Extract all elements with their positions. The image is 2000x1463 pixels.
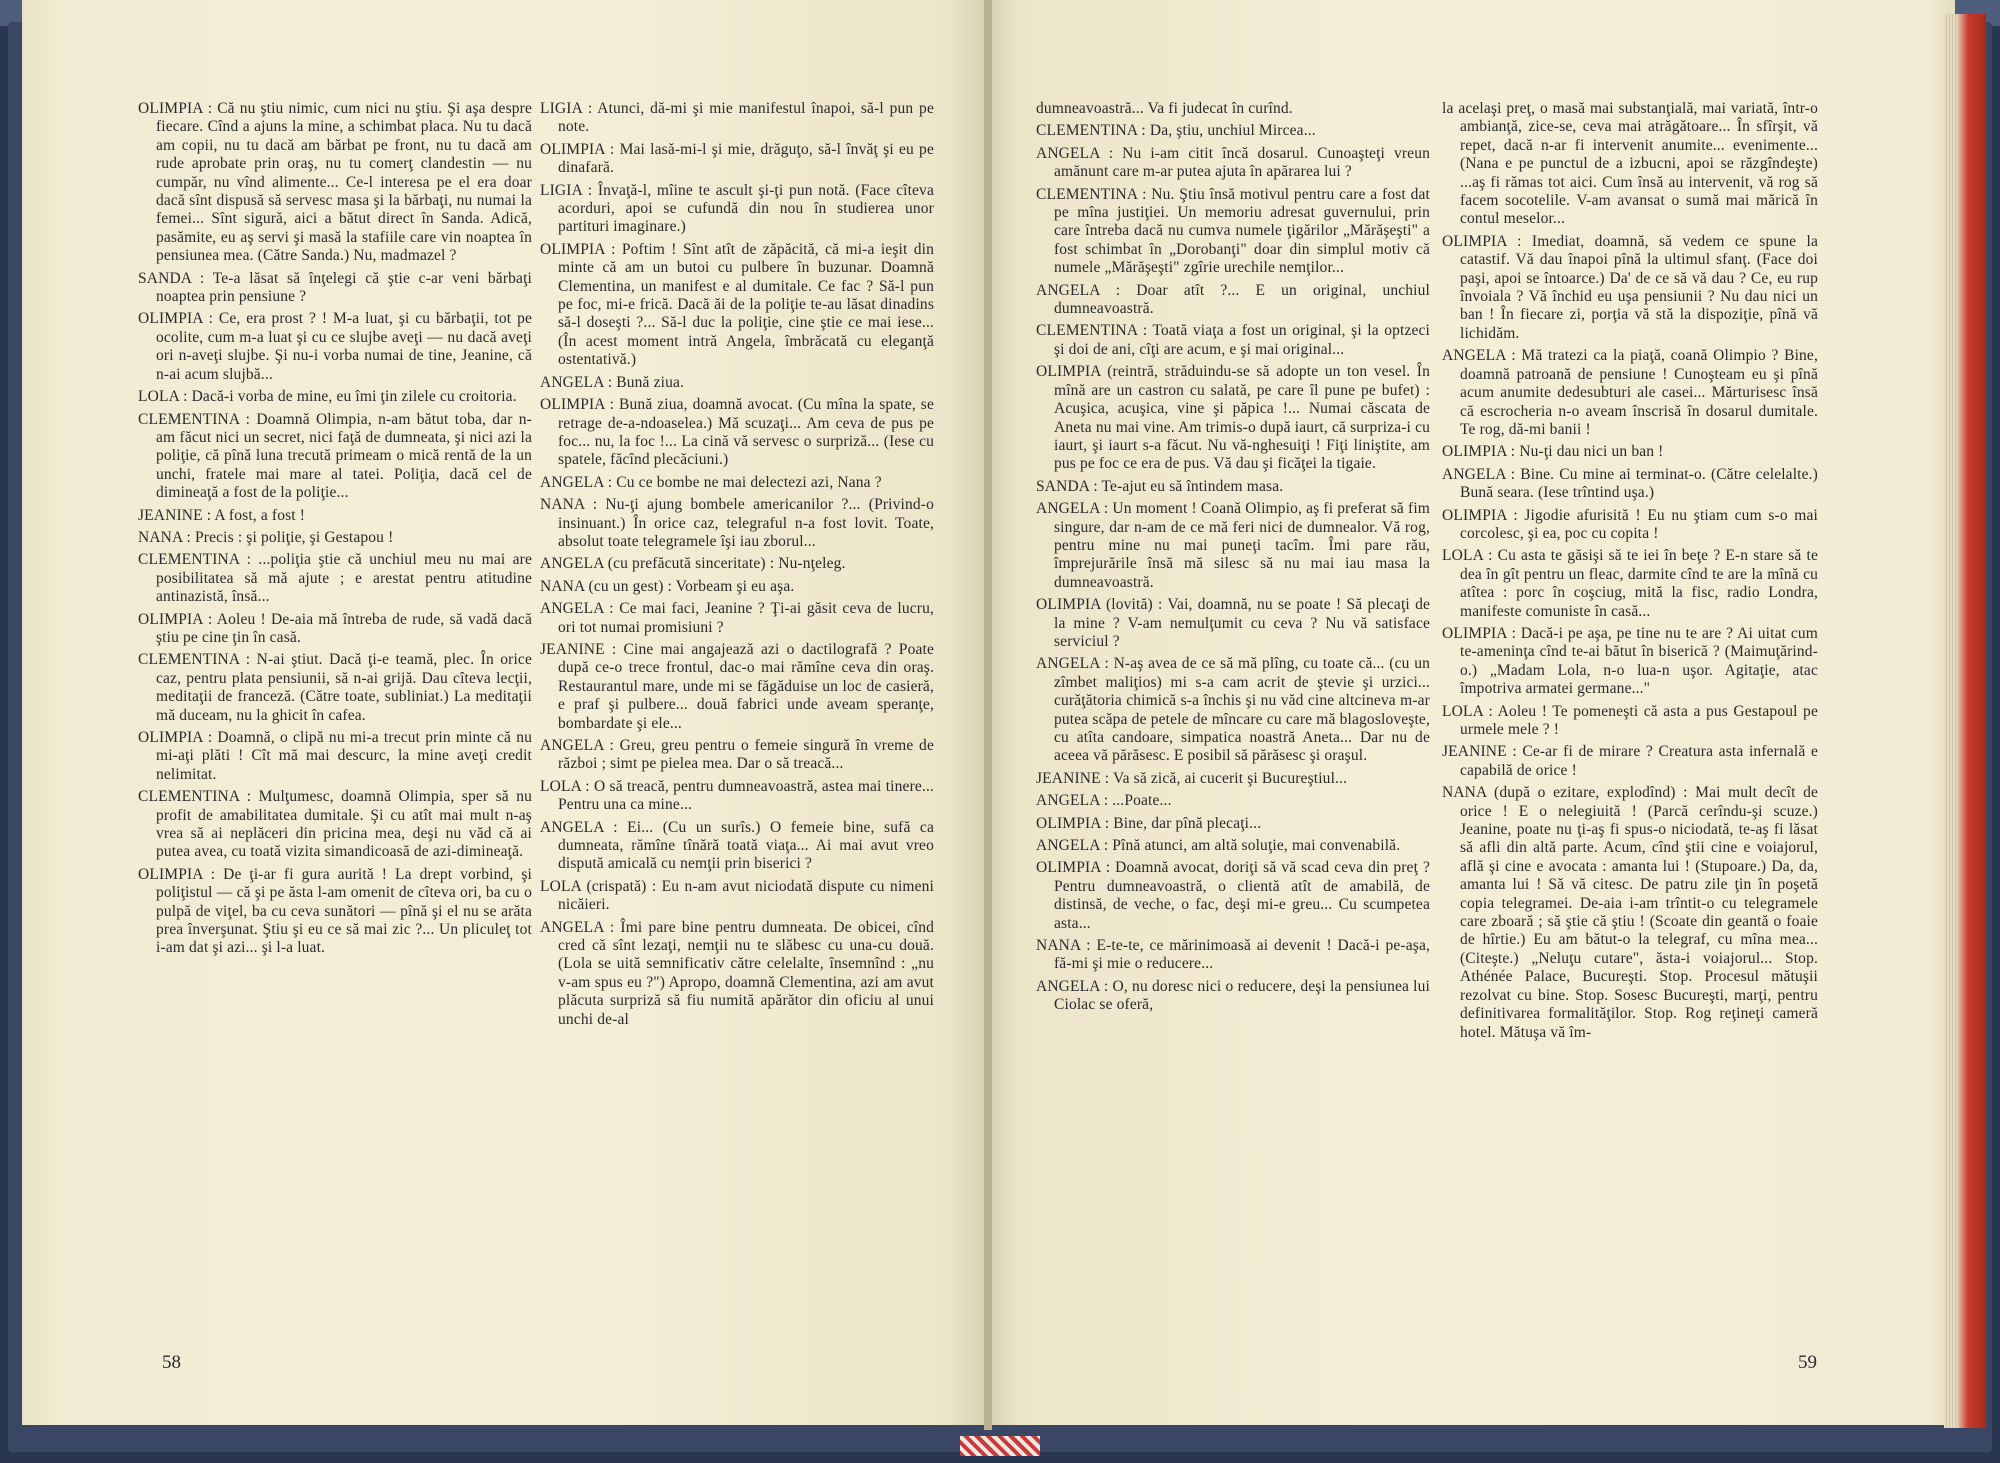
dialogue-paragraph: OLIMPIA : De ţi-ar fi gura aurită ! La drept vorbind, şi poliţistul — că şi pe ăsta l-am omenit de cîteva ori, ba cu o pulpă de viţel, ba cu ceva sunători — pînă şi el nu se arăta prea înverşunat. Ştiu şi eu ce să mai zic ?... Un pliculeţ tot i-am dat şi azi... şi l-a luat.: [138, 865, 532, 957]
dialogue-paragraph: CLEMENTINA : Toată viaţa a fost un original, şi la optzeci şi doi de ani, cîţi are acum, e şi mai original...: [1036, 322, 1430, 358]
dialogue-paragraph: OLIMPIA : Poftim ! Sînt atît de zăpăcită, că mi-a ieşit din minte că am un butoi cu pulbere în buzunar. Doamnă Clementina, un manifest e al dumitale. Ce fac ? Să-l pun pe foc, mi-e frică. Dacă ăi de la poliţie te-au lăsat dinadins să-l doseşti ?... Să-l duc la poliţie, cine ştie ce mai iese... (În acest moment intră Angela, îmbrăcată cu eleganţă ostentativă.): [540, 240, 934, 369]
dialogue-paragraph: JEANINE : A fost, a fost !: [138, 506, 306, 524]
dialogue-paragraph: LOLA : Dacă-i vorba de mine, eu îmi ţin zilele cu croitoria.: [138, 388, 517, 406]
dialogue-paragraph: la acelaşi preţ, o masă mai substanţială, mai variată, într-o ambianţă, zice-se, ceva mai atrăgătoare... În sfîrşit, vă repet, dacă n-ar fi intervenit anumite... evenimente... (Nana e pe punctul de a izbucni, apoi se răzgîndeşte) ...aş fi rămas tot aici. Cum însă au intervenit, vă rog să facem socotelile. V-am avansat o sumă mai mărică în contul meselor...: [1442, 100, 1818, 228]
dialogue-paragraph: LOLA : Cu asta te găsişi să te iei în beţe ? E-n stare să te dea în gît pentru un fleac, darmite cînd te are la mînă cu atîtea : porc în coşciug, mită la fisc, radio Londra, manifeste comuniste în casă...: [1442, 547, 1818, 620]
dialogue-paragraph: LOLA : Aoleu ! Te pomeneşti că asta a pus Gestapoul pe urmele mele ? !: [1442, 702, 1818, 738]
dialogue-paragraph: ANGELA : Ce mai faci, Jeanine ? Ţi-ai găsit ceva de lucru, ori tot numai promisiuni ?: [540, 600, 934, 636]
dialogue-paragraph: OLIMPIA : Mai lasă-mi-l şi mie, drăguţo, să-l învăţ şi eu pe dinafară.: [540, 140, 934, 177]
dialogue-paragraph: JEANINE : Ce-ar fi de mirare ? Creatura asta infernală e capabilă de orice !: [1442, 743, 1818, 779]
dialogue-paragraph: OLIMPIA (reintră, străduindu-se să adopte un ton vesel. În mînă are un castron cu salată, pe care îl pune pe bufet) : Acuşica, acuşica, vine şi păpica !... Numai căscata de Aneta nu mai vine. Am trimis-o după iaurt, că surpriza-i cu iaurt, şi iaurt s-a făcut. Nu vă-nghesuiţi ! Fiţi liniştite, am pus pe foc ce era de pus. Vă dau şi ficăţei la tigaie.: [1036, 363, 1430, 473]
dialogue-paragraph: CLEMENTINA : N-ai ştiut. Dacă ţi-e teamă, plec. În orice caz, pentru plata pensiunii, să n-ai grijă. Dau cîteva lecţii, meditaţii de franceză. (Către toate, subliniat.) La meditaţii mă duceam, nu la ghicit în cafea.: [138, 651, 532, 724]
dialogue-paragraph: ANGELA : Bună ziua.: [540, 373, 685, 391]
dialogue-paragraph: OLIMPIA : Bună ziua, doamnă avocat. (Cu mîna la spate, se retrage de-a-ndoaselea.) Mă scuzaţi... Am ceva de pus pe foc... nu, la foc !... La cină vă servesc o surpriză... (Iese cu spatele, făcînd plecăciuni.): [540, 396, 934, 469]
dialogue-paragraph: OLIMPIA : Aoleu ! De-aia mă întreba de rude, să vadă dacă ştiu pe cine ţin în casă.: [138, 610, 532, 646]
dialogue-paragraph: LIGIA : Atunci, dă-mi şi mie manifestul înapoi, să-l pun pe note.: [540, 100, 934, 136]
dialogue-paragraph: NANA : E-te-te, ce mărinimoasă ai devenit ! Dacă-i pe-aşa, fă-mi şi mie o reducere...: [1036, 937, 1430, 973]
dialogue-paragraph: dumneavoastră... Va fi judecat în curînd.: [1036, 100, 1293, 117]
dialogue-paragraph: SANDA : Te-a lăsat să înţelegi că ştie c-ar veni bărbaţi noaptea prin pensiune ?: [138, 269, 532, 306]
dialogue-paragraph: ANGELA : O, nu doresc nici o reducere, deşi la pensiunea lui Ciolac se oferă,: [1036, 977, 1430, 1014]
dialogue-paragraph: CLEMENTINA : Doamnă Olimpia, n-am bătut toba, dar n-am făcut nici un secret, nici faţă de dumneata, şi nici azi la poliţie, că pînă luna trecută primeam o mică rentă de la un unchi, fratele mai mare al tatei. Poliţia, dacă cel de dimineaţă a fost de la poliţie...: [138, 410, 532, 502]
dialogue-paragraph: ANGELA : ...Poate...: [1036, 792, 1172, 810]
ribbon-bookmark: [960, 1436, 1040, 1456]
dialogue-paragraph: ANGELA : Greu, greu pentru o femeie singură în vreme de război ; simt pe pielea mea. Dar o să treacă...: [540, 737, 934, 773]
dialogue-paragraph: JEANINE : Cine mai angajează azi o dactilografă ? Poate după ce-o trece frontul, dac-o mai rămîne ceva din oraş. Restaurantul mare, unde mi se făgăduise un loc de casieră, e praf şi pulbere... două fabrici unde aveam speranţe, bombardate şi ele...: [540, 640, 934, 732]
dialogue-paragraph: ANGELA : Ei... (Cu un surîs.) O femeie bine, sufă ca dumneata, rămîne tînără toată viaţa... Ai mai avut vreo dispută amicală cu nemţii prin biserici ?: [540, 818, 934, 873]
dialogue-paragraph: CLEMENTINA : Mulţumesc, doamnă Olimpia, sper să nu profit de amabilitatea dumitale. Şi cu atît mai mult n-aş vrea să ai neplăceri din pricina mea, deşi nu văd că ai putea avea, cu toată vizita simandicoasă de azi-dimineaţă.: [138, 788, 532, 861]
dialogue-paragraph: OLIMPIA (lovită) : Vai, doamnă, nu se poate ! Să plecaţi de la mine ? V-am nemulţumit cu ceva ? Nu vă satisface serviciul ?: [1036, 596, 1430, 650]
dialogue-paragraph: ANGELA : Mă tratezi ca la piaţă, coană Olimpio ? Bine, doamnă patroană de pensiune ! Cunoşteam eu şi pînă acum anumite dedesubturi ale casei... Mărturisesc însă că escrocheria n-o aveam înscrisă în dosarul dumitale. Te rog, dă-mi banii !: [1442, 347, 1818, 438]
dialogue-paragraph: ANGELA : Doar atît ?... E un original, unchiul dumneavoastră.: [1036, 281, 1430, 318]
dialogue-paragraph: ANGELA : Pînă atunci, am altă soluţie, mai convenabilă.: [1036, 837, 1401, 855]
dialogue-paragraph: OLIMPIA : Imediat, doamnă, să vedem ce spune la catastif. Vă dau înapoi pînă la ultimul sfanţ. (Face doi paşi, apoi se întoarce.) Da' de ce să vă dau ? Ce, eu rup învoiala ? Vă închid eu uşa pensiunii ? Nu dau nici un ban ! În fiecare zi, porţia vă stă la dispoziţie, pînă vă lichidăm.: [1442, 232, 1818, 342]
dialogue-paragraph: CLEMENTINA : ...poliţia ştie că unchiul meu nu mai are posibilitatea să mă ajute ; e arestat pentru atitudine antinazistă, însă...: [138, 551, 532, 606]
page-number-left: 58: [162, 1352, 181, 1373]
dialogue-paragraph: ANGELA : Nu i-am citit încă dosarul. Cunoaşteţi vreun amănunt care m-ar putea ajuta în apărarea lui ?: [1036, 144, 1430, 181]
dialogue-paragraph: CLEMENTINA : Da, ştiu, unchiul Mircea...: [1036, 122, 1316, 140]
dialogue-paragraph: LOLA (crispată) : Eu n-am avut niciodată dispute cu nimeni nicăieri.: [540, 877, 934, 914]
dialogue-paragraph: ANGELA : Îmi pare bine pentru dumneata. De obicei, cînd cred că sînt lezaţi, nemţii nu te slăbesc cu una-cu două. (Lola se uită semnificativ către celelalte, însemnînd : „nu v-am spus eu ?") Apropo, doamnă Clementina, azi am avut plăcuta surpriză să fiu numită apărător din oficiu al unui unchi de-al: [540, 918, 934, 1028]
dialogue-paragraph: ANGELA : Un moment ! Coană Olimpio, aş fi preferat să fim singure, dar n-am de ce mă feri nici de dumnealor. Vă rog, pentru mine nu mai puneţi tacîm. Îmi pare rău, împrejurările însă mă silesc să nu mai iau masa la dumneavoastră.: [1036, 500, 1430, 591]
dialogue-paragraph: OLIMPIA : Bine, dar pînă plecaţi...: [1036, 814, 1262, 832]
left-page-column-1: [138, 100, 532, 962]
dialogue-paragraph: ANGELA : Cu ce bombe ne mai delectezi azi, Nana ?: [540, 473, 882, 491]
dialogue-paragraph: CLEMENTINA : Nu. Ştiu însă motivul pentru care a fost dat pe mîna justiţiei. Un memoriu adresat guvernului, prin care întreba dacă nu cumva numele ţigărilor „Mărăşeşti" a fost schimbat în „Dorobanţi" doar din simplul motiv că numele „Mărăşeşti" zgîrie urechile nemţilor...: [1036, 185, 1430, 277]
dialogue-paragraph: NANA (cu un gest) : Vorbeam şi eu aşa.: [540, 577, 795, 595]
dialogue-paragraph: OLIMPIA : Ce, era prost ? ! M-a luat, şi cu bărbaţii, tot pe ocolite, cum m-a luat şi cu ce slujbe aveţi — nu dacă aveţi ori n-aveţi slujbe. Şi nu-i vorba numai de tine, Jeanine, că n-ai acum slujbă...: [138, 310, 532, 383]
dialogue-paragraph: ANGELA (cu prefăcută sinceritate) : Nu-nţeleg.: [540, 555, 846, 573]
dialogue-paragraph: OLIMPIA : Dacă-i pe aşa, pe tine nu te are ? Ai uitat cum te-ameninţa cînd te-ai bătut în biserică ? (Maimuţărind-o.) „Madam Lola, n-o lua-n uşor. Agitaţie, atac împotriva armatei germane...": [1442, 624, 1818, 698]
dialogue-paragraph: OLIMPIA : Nu-ţi dau nici un ban !: [1442, 443, 1664, 461]
right-page-column-1: [1036, 100, 1430, 1019]
left-page-column-2: [540, 100, 934, 1033]
dialogue-paragraph: ANGELA : Bine. Cu mine ai terminat-o. (Către celelalte.) Bună seara. (Iese trîntind uşa.): [1442, 465, 1818, 502]
dialogue-paragraph: JEANINE : Va să zică, ai cucerit şi Bucureştiul...: [1036, 769, 1348, 787]
dialogue-paragraph: ANGELA : N-aş avea de ce să mă plîng, cu toate că... (cu un zîmbet maliţios) mi s-a cam acrit de ştevie şi urzici... curăţătoria chimică s-a închis şi nu văd cine altcineva m-ar putea scăpa de petele de mîncare cu care mă blagosloveşte, cu atîta candoare, simpatica noastră Aneta... Dar nu de aceea vă părăsesc. E posibil să părăsesc şi oraşul.: [1036, 655, 1430, 765]
dialogue-paragraph: LOLA : O să treacă, pentru dumneavoastră, astea mai tinere... Pentru una ca mine...: [540, 777, 934, 814]
dialogue-paragraph: NANA : Precis : şi poliţie, şi Gestapou !: [138, 528, 394, 546]
dialogue-paragraph: LIGIA : Învaţă-l, mîine te ascult şi-ţi pun notă. (Face cîteva acorduri, apoi se cufundă din nou în studierea unor partituri imaginare.): [540, 181, 934, 236]
dialogue-paragraph: NANA (după o ezitare, explodînd) : Mai mult decît de orice ! E o nelegiuită ! (Parcă cerîndu-şi scuze.) Jeanine, poate nu ţi-aş fi spus-o niciodată, te-aş fi lăsat să afli din altă parte. Acum, cînd ştii cine e voiajorul, află şi cine e avocata : amanta lui ! (Stupoare.) Da, da, amanta lui ! Să vă citesc. De patru zile ţin în poşetă copia telegramei. De-aia i-am trîntit-o cu telegramele care zboară ; să ştie că ştiu ! (Scoate din geantă o foaie de hîrtie.) Eu am bătut-o la telegraf, cu mîna mea... (Citeşte.) „Neluţu cutare", ăsta-i voiajorul... Stop. Athénée Palace, Bucureşti. Stop. Procesul mătuşii rezolvat cu bine. Stop. Sosesc Bucureşti, marţi, pentru definitivarea formalităţilor. Stop. Rog reţineţi cameră hotel. Mătuşa vă îm-: [1442, 784, 1818, 1041]
book-gutter: [984, 0, 992, 1430]
dialogue-paragraph: OLIMPIA : Jigodie afurisită ! Eu nu ştiam cum s-o mai corcolesc, şi ea, poc cu copita !: [1442, 506, 1818, 542]
dialogue-paragraph: NANA : Nu-ţi ajung bombele americanilor ?... (Privind-o insinuant.) În orice caz, telegraful n-a fost lovit. Toate, absolut toate telegramele îşi iau zborul...: [540, 496, 934, 550]
dialogue-paragraph: OLIMPIA : Doamnă avocat, doriţi să vă scad ceva din preţ ? Pentru dumneavoastră, o clientă atît de amabilă, de distinsă, de veche, o fac, deşi mi-e greu... Cu scumpetea asta...: [1036, 859, 1430, 932]
right-page-column-2: [1442, 100, 1818, 1046]
page-number-right: 59: [1798, 1352, 1817, 1373]
red-page-edge: [1956, 14, 1986, 1428]
dialogue-paragraph: SANDA : Te-ajut eu să întindem masa.: [1036, 477, 1284, 495]
dialogue-paragraph: OLIMPIA : Doamnă, o clipă nu mi-a trecut prin minte că nu mi-aţi plăti ! Cît mă mai descurc, la mine aveţi credit nelimitat.: [138, 729, 532, 783]
dialogue-paragraph: OLIMPIA : Că nu ştiu nimic, cum nici nu ştiu. Şi aşa despre fiecare. Cînd a ajuns la mine, a schimbat placa. Nu tu dacă am copii, nu tu dacă am bărbat pe front, nu tu dacă am rude aprobate prin oraş, nu tu comerţ clandestin — nu cumpăr, nu vînd alimente... Ce-l interesa pe el era doar dacă sînt dispusă să servesc masa şi la bărbaţi, nu numai la femei... Sînt sigură, aici a bătut direct în Sanda. Adică, pasămite, eu aş servi şi masă la stafiile care vin noaptea în pensiunea mea. (Către Sanda.) Nu, madmazel ?: [138, 100, 532, 265]
